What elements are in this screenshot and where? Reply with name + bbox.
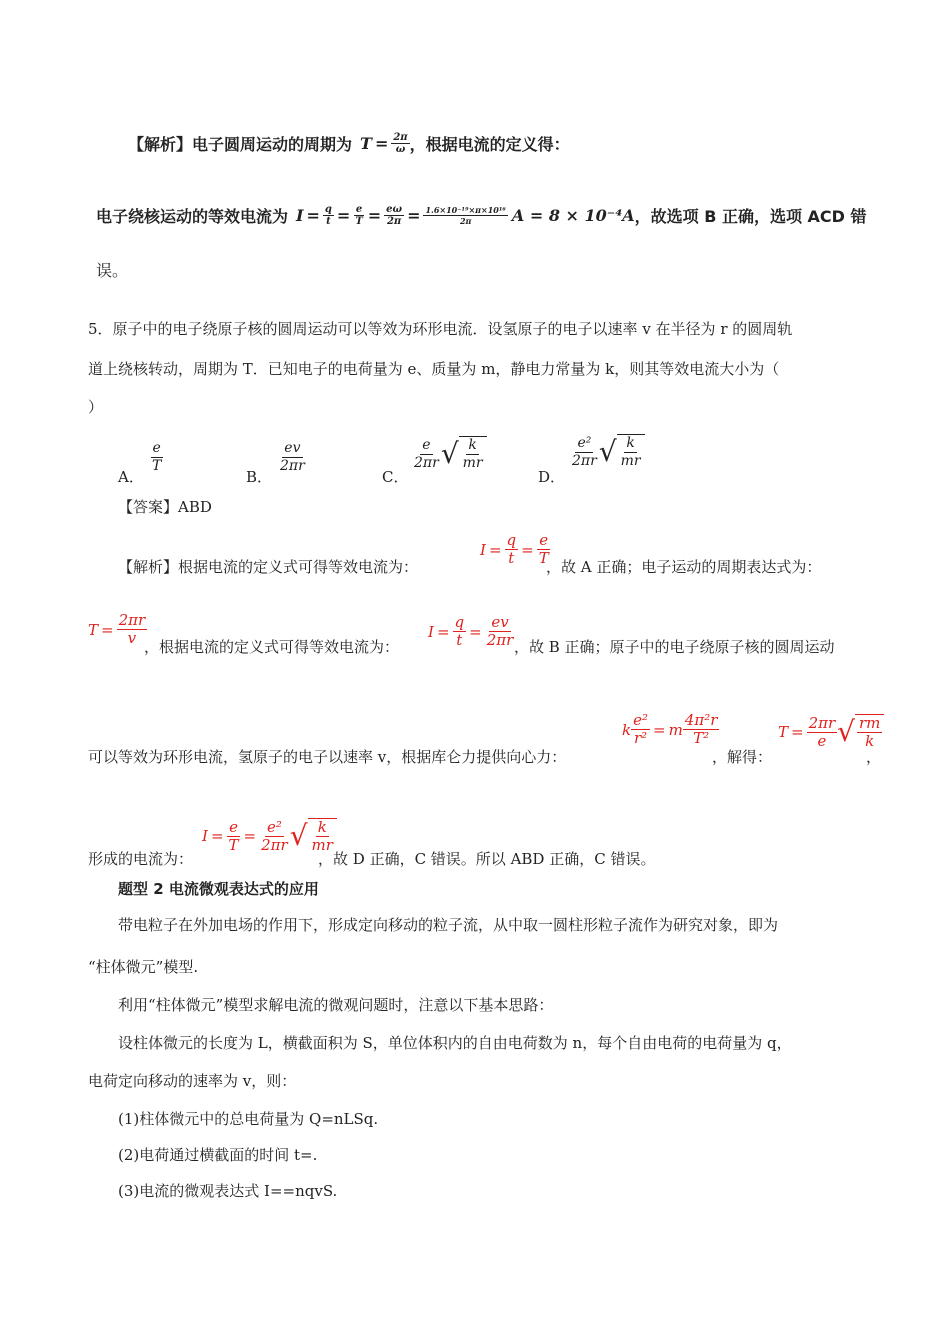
formula-I-ev: I = $\frac{q}{t}$ = $\frac{ev}{2\pi r}$ bbox=[428, 613, 514, 649]
option-d-formula: $\frac{\text{e²}}{2\pi r}$ √ $\frac{k}{mr}$ bbox=[570, 434, 645, 470]
section-para-2: 利用“柱体微元”模型求解电流的微观问题时，注意以下基本思路： bbox=[118, 996, 554, 1014]
section-heading: 题型 2 电流微观表达式的应用 bbox=[118, 880, 319, 898]
section-para-3a: 设柱体微元的长度为 L，横截面积为 S，单位体积内的自由电荷数为 n，每个自由电荷的电荷量为 q， bbox=[118, 1034, 792, 1052]
equals-sign: = bbox=[374, 134, 389, 153]
current-symbol: I bbox=[296, 206, 304, 225]
fraction-e-T: $\frac{e}{T}$ bbox=[355, 204, 363, 227]
equals-sign: = bbox=[407, 206, 421, 225]
period-fraction: $\frac{2\pi}{\omega}$ bbox=[393, 132, 408, 155]
solution-label: 【解析】 bbox=[128, 135, 193, 154]
result-tail: ，故选项 B 正确，选项 ACD 错 bbox=[634, 207, 867, 226]
option-a-formula: $\frac{e}{T}$ bbox=[152, 440, 162, 474]
explanation-4-pre: 形成的电流为： bbox=[88, 850, 194, 868]
formula-coulomb: k $\frac{\text{e²}}{\text{r²}}$ = m $\frac{\text{4π²r}}{\text{T²}}$ bbox=[622, 711, 718, 747]
explanation-2-post1: ，根据电流的定义式可得等效电流为： bbox=[144, 638, 400, 656]
question-5-line-3: ） bbox=[88, 398, 104, 416]
fraction-numeric: $\frac{\text{1.6×10⁻¹⁹×π×10¹⁶}}{2\pi}$ bbox=[425, 205, 506, 226]
section-para-3b: 电荷定向移动的速率为 v，则： bbox=[88, 1072, 297, 1090]
explanation-3-pre: 可以等效为环形电流，氢原子的电子以速率 v，根据库仑力提供向心力： bbox=[88, 748, 567, 766]
answer: 【答案】ABD bbox=[118, 498, 212, 516]
solution-tail: ，根据电流的定义得： bbox=[409, 135, 570, 154]
section-item-3: (3)电流的微观表达式 I==nqvS. bbox=[118, 1182, 338, 1200]
section-item-2: (2)电荷通过横截面的时间 t=. bbox=[118, 1146, 318, 1164]
option-b-formula: $\frac{ev}{2\pi r}$ bbox=[280, 440, 305, 474]
question-5-line-1: 5．原子中的电子绕原子核的圆周运动可以等效为环形电流．设氢原子的电子以速率 v 在半径为 r 的圆周轨 bbox=[88, 320, 793, 338]
explanation-1-pre: 【解析】根据电流的定义式可得等效电流为： bbox=[118, 558, 419, 576]
option-c-label: C． bbox=[382, 468, 409, 486]
section-para-1b: “柱体微元”模型. bbox=[88, 958, 199, 976]
fraction-q-t: $\frac{q}{t}$ bbox=[324, 204, 332, 227]
option-d-label: D． bbox=[538, 468, 566, 486]
explanation-3-end: ， bbox=[866, 748, 882, 766]
period-symbol: T bbox=[360, 134, 372, 153]
solution-line-1 bbox=[128, 132, 570, 155]
explanation-4-post: ，故 D 正确，C 错误。所以 ABD 正确，C 错误。 bbox=[318, 850, 656, 868]
option-b-label: B． bbox=[246, 468, 273, 486]
section-item-1: (1)柱体微元中的总电荷量为 Q=nLSq. bbox=[118, 1110, 379, 1128]
equals-sign: = bbox=[306, 206, 320, 225]
formula-T-solved: T = $\frac{2\pi r}{e}$ √ $\frac{rm}{k}$ bbox=[778, 714, 884, 750]
formula-I-final: I = $\frac{e}{T}$ = $\frac{\text{e²}}{2\pi r}$ √ $\frac{k}{mr}$ bbox=[202, 818, 337, 854]
formula-T-period: T = $\frac{2\pi r}{v}$ bbox=[88, 611, 146, 647]
option-a-label: A． bbox=[118, 468, 144, 486]
solution-cont: 误。 bbox=[96, 261, 129, 280]
fraction-eomega: $\frac{e\omega}{2\pi}$ bbox=[386, 204, 403, 227]
result-value: A = 8 × 10⁻⁴A bbox=[511, 206, 635, 225]
solution-text: 电子圆周运动的周期为 bbox=[192, 135, 353, 154]
explanation-3-mid: ，解得： bbox=[712, 748, 773, 766]
option-c-formula: $\frac{e}{2\pi r}$ √ $\frac{k}{mr}$ bbox=[412, 436, 487, 472]
solution-line-2 bbox=[96, 204, 867, 227]
explanation-1-post: ，故 A 正确；电子运动的周期表达式为： bbox=[546, 558, 822, 576]
current-text: 电子绕核运动的等效电流为 bbox=[96, 207, 289, 226]
section-para-1a: 带电粒子在外加电场的作用下，形成定向移动的粒子流，从中取一圆柱形粒子流作为研究对象，即为 bbox=[118, 916, 779, 934]
formula-I-q-t-e-T: I = $\frac{q}{t}$ = $\frac{e}{T}$ bbox=[480, 531, 549, 567]
question-5-line-2: 道上绕核转动，周期为 T．已知电子的电荷量为 e、质量为 m，静电力常量为 k，则其等效电流大小为（ bbox=[88, 360, 780, 378]
equals-sign: = bbox=[367, 206, 382, 225]
explanation-2-post2: ，故 B 正确；原子中的电子绕原子核的圆周运动 bbox=[514, 638, 835, 656]
equals-sign: = bbox=[336, 206, 351, 225]
